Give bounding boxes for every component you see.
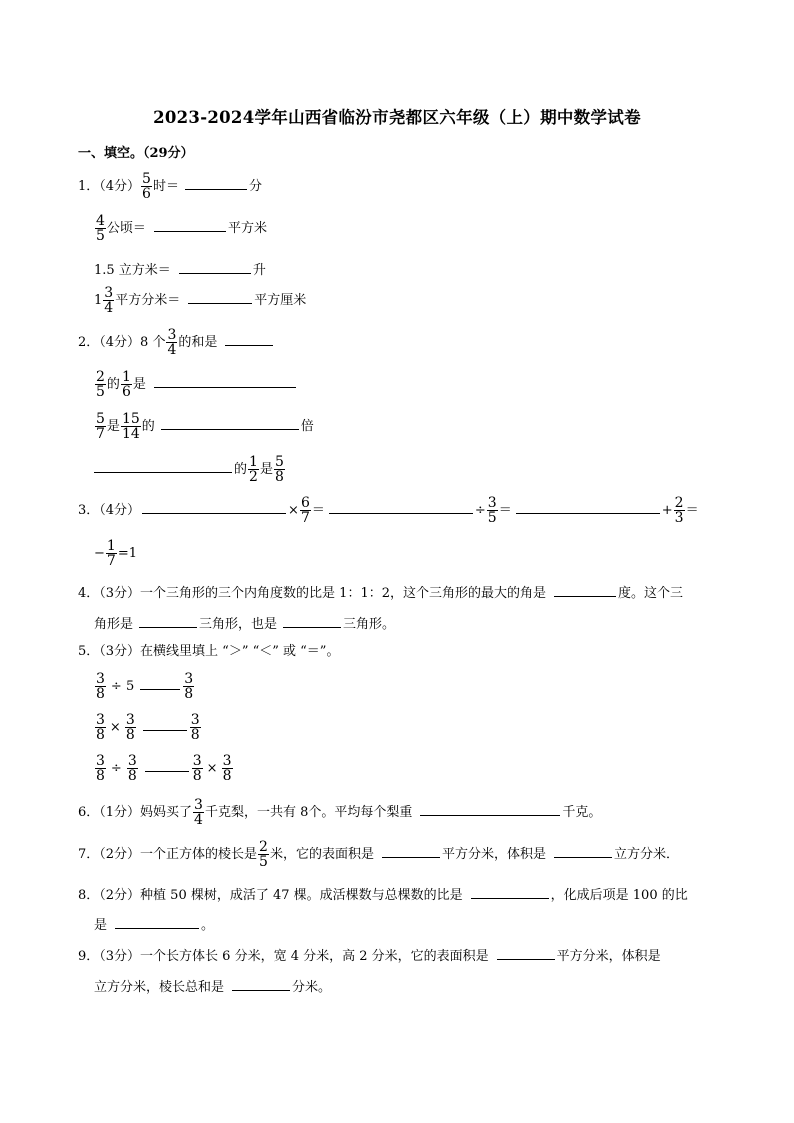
question-1-line-3: 1.5 立方米＝ 升: [94, 259, 266, 279]
question-2-line-3: $\frac{5}{7}$ 是 $\frac{15}{14}$ 的 倍: [96, 411, 314, 442]
fraction: $\frac{5}{6}$: [142, 171, 151, 202]
question-2-line-2: $\frac{2}{5}$ 的 $\frac{1}{6}$ 是: [94, 370, 298, 399]
fraction: $\frac{3}{8}$: [125, 712, 135, 743]
section-heading: 一、填空。（29分）: [78, 146, 194, 161]
fraction: $\frac{3}{8}$: [127, 753, 137, 784]
answer-blank[interactable]: [382, 843, 440, 858]
fraction: $\frac{1}{6}$: [121, 369, 131, 400]
answer-blank[interactable]: [94, 458, 232, 473]
question-9-line-1: 9．（3分）一个长方体长 6 分米，宽 4 分米，高 2 分米，它的表面积是 平方分米，体积是: [78, 945, 661, 965]
question-1-line-1: 1．（4分） $\frac{5}{6}$ 时＝ 分: [78, 171, 262, 202]
answer-blank[interactable]: [420, 801, 560, 816]
fraction: $\frac{3}{8}$: [184, 671, 194, 702]
fraction: $\frac{5}{8}$: [274, 454, 284, 485]
answer-blank[interactable]: [283, 613, 341, 628]
question-3-line-1: 3．（4分） × $\frac{6}{7}$ ＝ ÷ $\frac{3}{5}$ ＝ + $\frac{2}{3}$ ＝: [78, 495, 699, 526]
answer-blank[interactable]: [497, 945, 555, 960]
answer-blank[interactable]: [329, 499, 473, 514]
fraction: $\frac{3}{4}$: [167, 327, 177, 358]
question-number: 2．（4分）: [78, 334, 141, 350]
question-3-line-2: − $\frac{1}{7}$ =1: [94, 538, 137, 569]
page-title: 2023-2024学年山西省临汾市尧都区六年级（上）期中数学试卷: [153, 108, 641, 127]
answer-blank[interactable]: [142, 499, 286, 514]
question-6: 6．（1分）妈妈买了 $\frac{3}{4}$ 千克梨，一共有 8个。平均每个梨重 千克。: [78, 797, 602, 828]
fraction: $\frac{1}{2}$: [249, 454, 258, 485]
question-8-line-2: 是 。: [94, 914, 214, 934]
answer-blank[interactable]: [154, 373, 296, 388]
answer-blank[interactable]: [554, 843, 612, 858]
fraction: $\frac{2}{3}$: [674, 495, 684, 526]
fraction: $\frac{2}{5}$: [96, 369, 105, 400]
question-5-row-1: $\frac{3}{8}$ ÷ 5 $\frac{3}{8}$: [96, 671, 194, 702]
answer-blank[interactable]: [115, 914, 199, 929]
fraction: $\frac{1}{7}$: [106, 538, 116, 569]
question-7: 7．（2分）一个正方体的棱长是 $\frac{2}{5}$ 米，它的表面积是 平方分米，体积是 立方分米．: [78, 839, 680, 870]
fraction: $\frac{3}{8}$: [222, 753, 232, 784]
question-9-line-2: 立方分米，棱长总和是 分米。: [94, 976, 331, 996]
fraction: $\frac{3}{8}$: [192, 753, 202, 784]
fraction: $\frac{3}{8}$: [190, 712, 200, 743]
answer-blank[interactable]: [143, 716, 187, 731]
question-2-line-1: 2．（4分）8 个 $\frac{3}{4}$ 的和是: [78, 328, 275, 357]
fraction: $\frac{3}{5}$: [487, 495, 497, 526]
answer-blank[interactable]: [185, 175, 247, 190]
fraction: $\frac{3}{8}$: [96, 671, 105, 702]
answer-blank[interactable]: [554, 582, 616, 597]
question-5-row-2: $\frac{3}{8}$ × $\frac{3}{8}$ $\frac{3}{8}$: [96, 712, 200, 743]
fraction: $\frac{3}{4}$: [104, 285, 114, 316]
question-8-line-1: 8．（2分）种植 50 棵树，成活了 47 棵。成活棵数与总棵数的比是 ，化成后项是 100 的比: [78, 884, 688, 904]
fraction: $\frac{5}{7}$: [96, 411, 105, 442]
answer-blank[interactable]: [516, 499, 660, 514]
question-4-line-2: 角形是 三角形，也是 三角形。: [94, 613, 395, 633]
answer-blank[interactable]: [179, 259, 251, 274]
question-5-row-3: $\frac{3}{8}$ ÷ $\frac{3}{8}$ $\frac{3}{8}$ × $\frac{3}{8}$: [96, 753, 232, 784]
question-number: 3．（4分）: [78, 502, 141, 518]
answer-blank[interactable]: [188, 289, 252, 304]
question-4-line-1: 4．（3分）一个三角形的三个内角度数的比是 1：1：2，这个三角形的最大的角是 度。这个三: [78, 582, 683, 602]
fraction: $\frac{3}{8}$: [96, 753, 105, 784]
answer-blank[interactable]: [139, 613, 197, 628]
question-1-line-2: $\frac{4}{5}$ 公顷＝ 平方米: [96, 213, 267, 244]
fraction: $\frac{4}{5}$: [96, 213, 105, 244]
fraction: $\frac{6}{7}$: [300, 495, 310, 526]
answer-blank[interactable]: [225, 331, 273, 346]
answer-blank[interactable]: [161, 415, 299, 430]
fraction: $\frac{2}{5}$: [259, 839, 268, 870]
answer-blank[interactable]: [154, 217, 226, 232]
fraction: $\frac{15}{14}$: [121, 411, 140, 442]
fraction: $\frac{3}{8}$: [96, 712, 105, 743]
question-5-line-1: 5．（3分）在横线里填上 “＞” “＜” 或 “＝”。: [78, 644, 340, 659]
answer-blank[interactable]: [471, 884, 549, 899]
question-1-line-4: 1 $\frac{3}{4}$ 平方分米＝ 平方厘米: [94, 285, 307, 316]
fraction: $\frac{3}{4}$: [194, 797, 203, 828]
question-number: 1．（4分）: [78, 178, 141, 194]
answer-blank[interactable]: [140, 675, 180, 690]
answer-blank[interactable]: [145, 757, 189, 772]
answer-blank[interactable]: [232, 976, 290, 991]
question-2-line-4: 的 $\frac{1}{2}$ 是 $\frac{5}{8}$: [94, 455, 286, 484]
